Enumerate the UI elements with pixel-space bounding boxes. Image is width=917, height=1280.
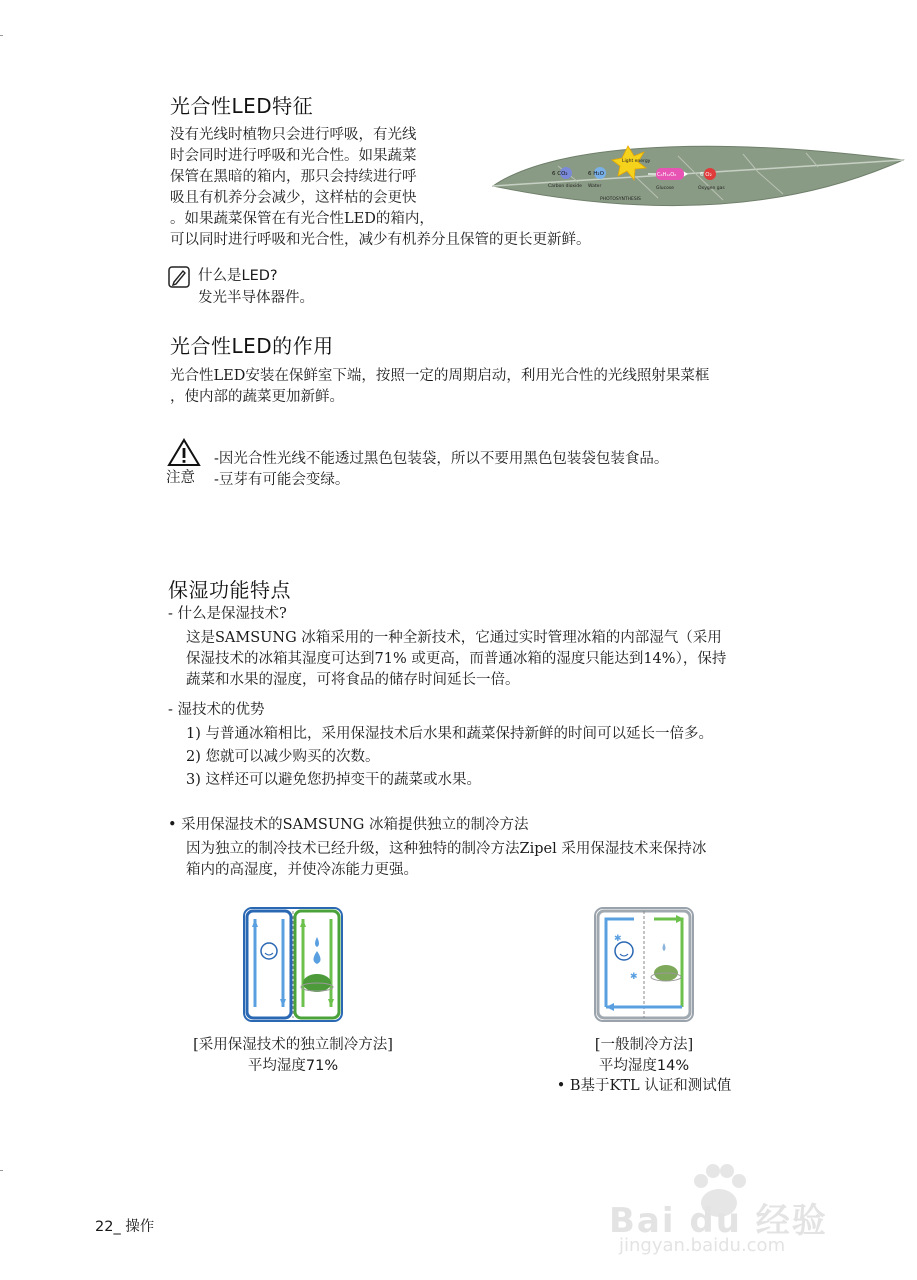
o2-name-label: Oxygen gas [698,186,725,191]
section2-paragraph [170,366,830,408]
h2o-name-label: Water [588,184,602,189]
section-title-led-function: 光合性LED的作用 [170,334,334,358]
text-line: 因为独立的制冷技术已经升级，这种独特的制冷方法Zipel 采用保湿技术来保持冰 [186,841,707,857]
text-line: 这是SAMSUNG 冰箱采用的一种全新技术，它通过实时管理冰箱的内部湿气（采用 [186,630,722,646]
bullet-independent-cooling: • 采用保湿技术的SAMSUNG 冰箱提供独立的制冷方法 [168,817,529,833]
note-answer: 发光半导体器件。 [198,290,314,306]
general-cooling-fridge-diagram [594,907,694,1022]
photosynthesis-leaf-illustration [488,138,908,218]
section-title-humidity: 保湿功能特点 [168,578,291,602]
note-question: 什么是LED? [198,268,278,284]
glucose-name-label: Glucose [656,186,674,191]
section-title-photosynthesis-led: 光合性LED特征 [170,94,314,118]
caution-line: -豆芽有可能会变绿。 [214,472,350,488]
right-figure-humidity: 平均湿度14% [598,1058,690,1074]
text-line: ，使内部的蔬菜更加新鲜。 [170,389,344,405]
o2-label: 6 O₂ [700,172,712,178]
baidu-watermark [609,1145,899,1255]
text-line: 光合性LED安装在保鲜室下端，按照一定的周期启动，利用光合性的光线照射果菜框 [170,368,710,384]
svg-text:✱: ✱ [614,934,622,944]
co2-name-label: Carbon dioxide [548,184,582,189]
glucose-label: C₆H₁₂O₆ [657,172,677,178]
advantages-list [186,723,826,792]
right-figure-note: • B基于KTL 认证和测试值 [556,1078,732,1094]
co2-label: 6 CO₂ [552,171,568,177]
left-figure-humidity: 平均湿度71% [247,1058,339,1074]
caution-line: -因光合性光线不能透过黑色包装袋，所以不要用黑色包装袋包装食品。 [214,451,669,467]
text-line: 。如果蔬菜保管在有光合性LED的箱内， [170,211,434,227]
photosynthesis-label: PHOTOSYNTHESIS [600,197,641,202]
right-figure-caption: [一般制冷方法] [594,1037,694,1053]
page-footer: 22_ 操作 [95,1219,155,1235]
light-energy-label: Light energy [622,159,651,164]
independent-cooling-paragraph [186,839,826,881]
list-item: 3) 这样还可以避免您扔掉变干的蔬菜或水果。 [186,772,481,788]
text-line: 没有光线时植物只会进行呼吸，有光线 [170,127,417,143]
h2o-label: 6 H₂O [588,171,604,177]
crop-mark [0,1170,3,1171]
watermark-url: jingyan.baidu.com [619,1235,786,1256]
text-line: 箱内的高湿度，并使冷冻能力更强。 [186,862,418,878]
independent-cooling-fridge-diagram [243,907,343,1022]
section1-last-line: 可以同时进行呼吸和光合性，减少有机养分且保管的更长更新鲜。 [170,232,591,248]
warning-triangle-icon [167,438,201,468]
question-what-is-humidity-tech: - 什么是保湿技术? [168,606,287,622]
question-advantages: - 湿技术的优势 [168,702,265,718]
list-item: 2) 您就可以减少购买的次数。 [186,749,380,765]
text-line: 保湿技术的冰箱其湿度可达到71% 或更高，而普通冰箱的湿度只能达到14%），保持 [186,651,727,667]
svg-text:✱: ✱ [630,972,638,982]
text-line: 时会同时进行呼吸和光合性。如果蔬菜 [170,148,417,164]
text-line: 蔬菜和水果的湿度，可将食品的储存时间延长一倍。 [186,672,520,688]
watermark-brand: Bai du 经验 [609,1201,828,1241]
list-item: 1) 与普通冰箱相比，采用保湿技术后水果和蔬菜保持新鲜的时间可以延长一倍多。 [186,726,713,742]
left-figure-caption: [采用保湿技术的独立制冷方法] [193,1037,393,1053]
text-line: 保管在黑暗的箱内，那只会持续进行呼 [170,169,417,185]
caution-label: 注意 [166,470,195,486]
section1-paragraph [170,125,480,230]
crop-mark [0,35,3,36]
note-pencil-icon [168,266,190,288]
humidity-tech-paragraph [186,628,826,691]
text-line: 吸且有机养分会减少，这样枯的会更快 [170,190,417,206]
